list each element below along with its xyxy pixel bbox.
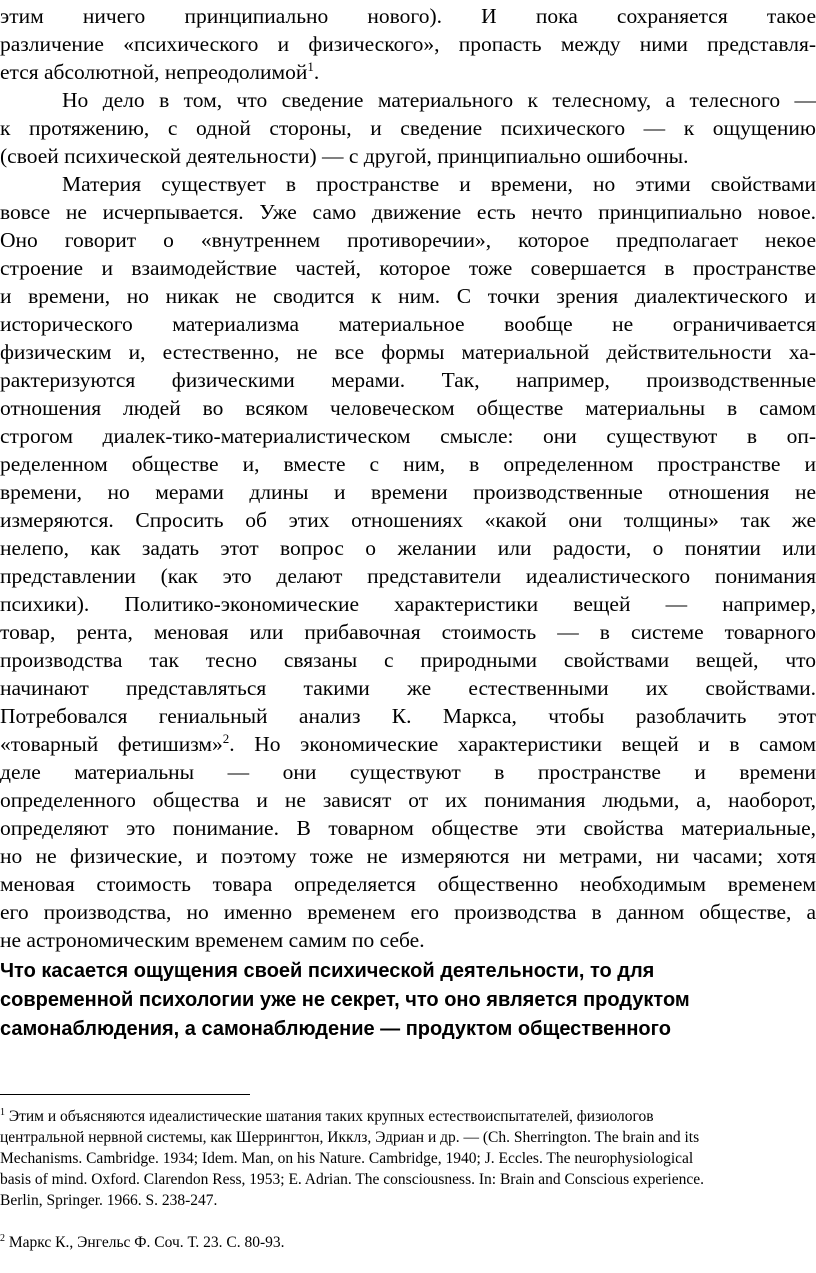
body-line: производства так тесно связаны с природными свойствами вещей, что [0,648,816,672]
body-line: не астрономическим временем самим по себе. [0,928,425,952]
body-line: вовсе не исчерпывается. Уже само движение есть нечто принципиально новое. [0,200,816,224]
body-line: ределенном обществе и, вместе с ним, в определенном пространстве и [0,452,816,476]
body-line: отношения людей во всяком человеческом обществе материальны в самом [0,396,816,420]
body-line: его производства, но именно временем его производства в данном обществе, а [0,900,816,924]
body-line: измеряются. Спросить об этих отношениях «какой они толщины» так же [0,508,816,532]
body-line: определяют это понимание. В товарном обществе эти свойства материальные, [0,816,816,840]
footnote-separator [0,1094,250,1095]
body-line: различение «психического и физического», пропасть между ними представля- [0,32,816,56]
footnote-ref-1[interactable]: 1 [307,58,314,74]
bold-paragraph-line: современной психологии уже не секрет, что оно является продуктом [0,989,690,1011]
footnote-1 [0,1106,800,1211]
body-line: этим ничего принципиально нового). И пока сохраняется такое [0,4,816,28]
body-line: начинают представляться такими же естественными их свойствами. [0,676,816,700]
body-line: физическим и, естественно, не все формы материальной действительности ха- [0,340,816,364]
body-line: Оно говорит о «внутреннем противоречии», которое предполагает некое [0,228,816,252]
body-line: но не физические, и поэтому тоже не измеряются ни метрами, ни часами; хотя [0,844,816,868]
footnote-line: basis of mind. Oxford. Clarendon Ress, 1953; E. Adrian. The consciousness. In: Brain and Conscious experience. [0,1171,704,1188]
footnote-2 [0,1232,800,1253]
body-line: времени, но мерами длины и времени производственные отношения не [0,480,816,504]
body-line: Материя существует в пространстве и времени, но этими свойствами [62,172,816,196]
body-line: товар, рента, меновая или прибавочная стоимость — в системе товарного [0,620,816,644]
footnote-line: Mechanisms. Cambridge. 1934; Idem. Man, on his Nature. Cambridge, 1940; J. Eccles. The neurophysiological [0,1150,694,1167]
body-line: ется абсолютной, непреодолимой$^1$. [0,58,320,84]
footnote-mark: 2 [0,1232,5,1244]
body-line: нелепо, как задать этот вопрос о желании или радости, о понятии или [0,536,816,560]
body-line: Но дело в том, что сведение материального к телесному, а телесного — [62,88,816,112]
body-line: к протяжению, с одной стороны, и сведение психического — к ощущению [0,116,816,140]
body-line: рактеризуются физическими мерами. Так, например, производственные [0,368,816,392]
body-line: строение и взаимодействие частей, которое тоже совершается в пространстве [0,256,816,280]
body-line: деле материальны — они существуют в пространстве и времени [0,760,816,784]
body-line: и времени, но никак не сводится к ним. С точки зрения диалектического и [0,284,816,308]
footnote-line: центральной нервной системы, как Шеррингтон, Икклз, Эдриан и др. — (Ch. Sherrington. The brain and its [0,1129,700,1146]
body-line: представлении (как это делают представители идеалистического понимания [0,564,816,588]
footnote-line: Berlin, Springer. 1966. S. 238-247. [0,1192,218,1209]
footnote-line: $^2$ Маркс К., Энгельс Ф. Соч. Т. 23. С. 80-93. [0,1232,285,1251]
body-line: меновая стоимость товара определяется общественно необходимым временем [0,872,816,896]
bold-paragraph-line: самонаблюдения, а самонаблюдение — продуктом общественного [0,1018,671,1040]
body-line: строгом диалек-тико-материалистическом смысле: они существуют в оп- [0,424,816,448]
bold-paragraph-line: Что касается ощущения своей психической деятельности, то для [0,960,655,982]
body-line: (своей психической деятельности) — с другой, принципиально ошибочны. [0,144,689,168]
body-line: «товарный фетишизм»$^2$. Но экономические характеристики вещей и в самом [0,730,816,756]
footnote-ref-2[interactable]: 2 [222,730,230,746]
body-line: психики). Политико-экономические характеристики вещей — например, [0,592,816,616]
body-line: исторического материализма материальное вообще не ограничивается [0,312,816,336]
footnote-line: $^1$ Этим и объясняются идеалистические шатания таких крупных естествоиспытателей, физиологов [0,1106,654,1125]
footnote-mark: 1 [0,1106,5,1118]
body-line: определенного общества и не зависят от их понимания людьми, а, наоборот, [0,788,816,812]
body-line: Потребовался гениальный анализ К. Маркса, чтобы разоблачить этот [0,704,816,728]
